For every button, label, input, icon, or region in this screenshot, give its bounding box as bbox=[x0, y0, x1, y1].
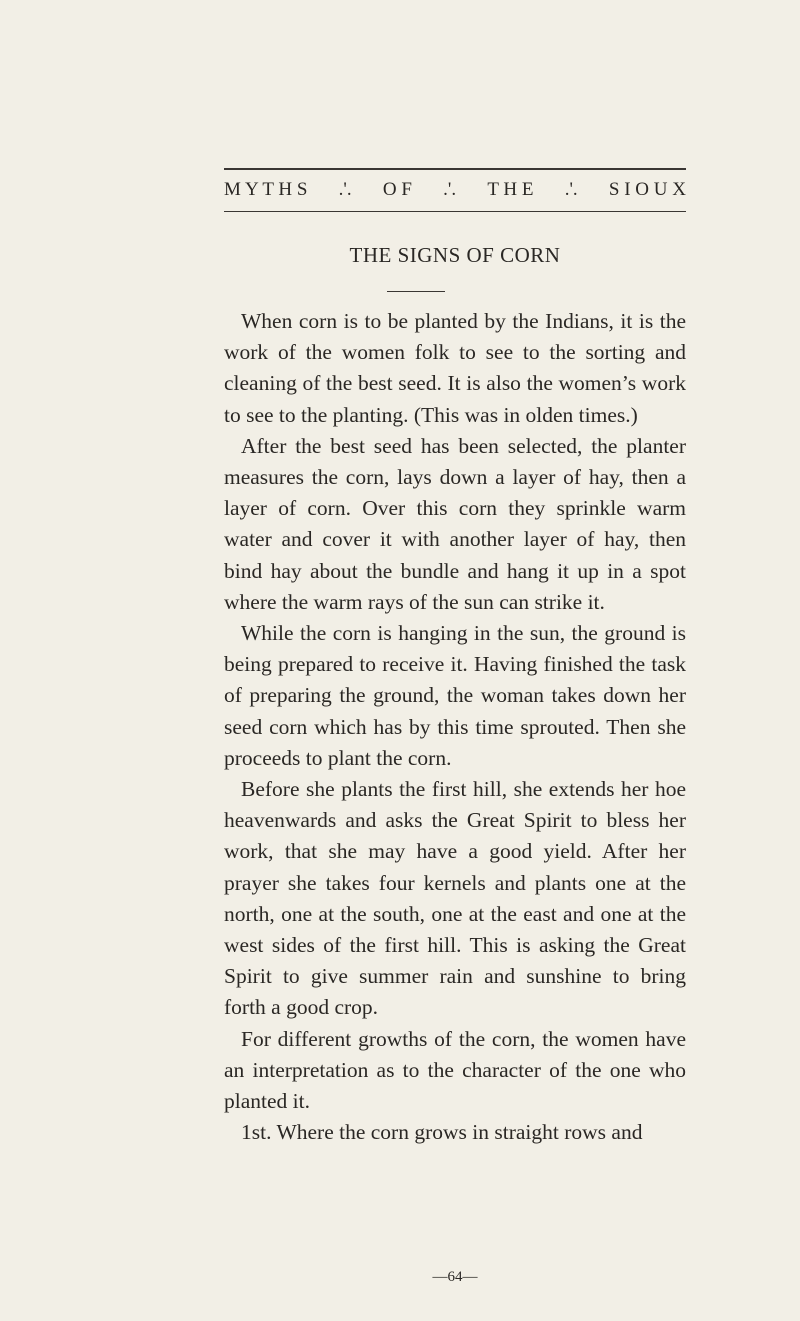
body-text bbox=[224, 306, 686, 1148]
paragraph: When corn is to be planted by the Indians, it is the work of the women folk to see to the sorting and cleaning of the best seed. It is also the women’s work to see to the planting. (This was in olden times.) bbox=[224, 309, 686, 427]
chapter-title: THE SIGNS OF CORN bbox=[349, 243, 561, 267]
title-divider bbox=[387, 291, 445, 292]
page-number: —64— bbox=[432, 1269, 478, 1285]
paragraph: Before she plants the first hill, she extends her hoe heavenwards and asks the Great Spirit to bless her work, that she may have a good yield. After her prayer she takes four kernels and plants one at the north, one at the south, one at the east and one at the west sides of the first hill. This is asking the Great Spirit to give summer rain and sunshine to bring forth a good crop. bbox=[224, 777, 686, 1020]
running-head-separator: .'. bbox=[443, 179, 457, 200]
header-rule-bottom bbox=[224, 211, 686, 212]
paragraph: For different growths of the corn, the women have an interpretation as to the character of the one who planted it. bbox=[224, 1026, 686, 1114]
running-head-word-the: T H E bbox=[487, 179, 534, 200]
running-head bbox=[224, 178, 686, 202]
paragraph: While the corn is hanging in the sun, the ground is being prepared to receive it. Having finished the task of preparing the ground, the woman takes down her seed corn which has by this time sprouted. Then she proceeds to plant the corn. bbox=[224, 621, 686, 770]
running-head-word-myths: M Y T H S bbox=[224, 179, 308, 200]
running-head-separator: .'. bbox=[338, 179, 352, 200]
paragraph: 1st. Where the corn grows in straight rows and bbox=[241, 1120, 643, 1145]
running-head-separator: .'. bbox=[564, 179, 578, 200]
running-head-word-of: O F bbox=[382, 179, 412, 200]
running-head-word-sioux: S I O U X bbox=[608, 179, 686, 200]
header-rule-top bbox=[224, 168, 686, 170]
paragraph: After the best seed has been selected, the planter measures the corn, lays down a layer of hay, then a layer of corn. Over this corn they sprinkle warm water and cover it with another layer of hay, then bind hay about the bundle and hang it up in a spot where the warm rays of the sun can strike it. bbox=[224, 433, 686, 614]
